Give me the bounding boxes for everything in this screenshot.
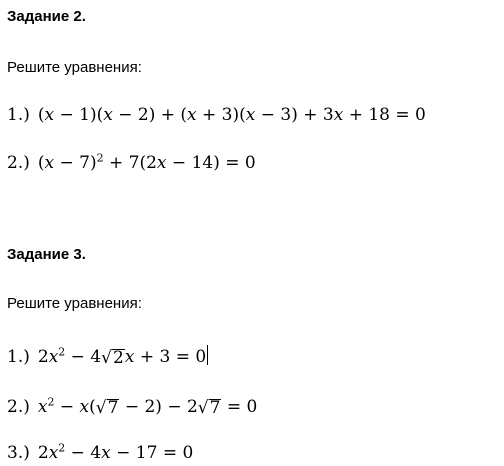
task-2-equation-1: [7, 104, 426, 126]
task-3-instruction: Решите уравнения:: [7, 295, 142, 312]
equation-text: $2x^2 - 4x - 17 = 0$: [37, 441, 194, 463]
task-3-heading: Задание 3.: [7, 246, 86, 263]
equation-number: 1.): [7, 105, 30, 125]
sqrt-symbol: √ 2: [101, 348, 124, 368]
text-cursor: [207, 345, 208, 365]
task-3-equation-3: [7, 442, 193, 464]
task-2-instruction: Решите уравнения:: [7, 59, 142, 76]
equation-number: 2.): [7, 153, 30, 173]
equation-text: $2x^2 - 4$ √ 2 x + 3 = 0: [37, 345, 207, 368]
equation-number: 3.): [7, 443, 30, 463]
equation-text: $(x - 7)^2 + 7(2x - 14) = 0$: [37, 151, 256, 173]
task-2-equation-2: [7, 152, 256, 174]
sqrt-symbol: √ 7: [197, 398, 221, 418]
task-3-equation-1: [7, 342, 208, 368]
equation-text: (x − 1)(x − 2) + (x + 3)(x − 3) + 3x + 18 = 0: [37, 105, 426, 125]
equation-text: $x^2 - x$( √ 7 − 2) − 2 √ 7 = 0: [37, 395, 258, 418]
equation-number: 1.): [7, 347, 30, 367]
sqrt-symbol: √ 7: [95, 398, 119, 418]
equation-number: 2.): [7, 397, 30, 417]
task-3-equation-2: [7, 396, 257, 418]
task-2-heading: Задание 2.: [7, 8, 86, 25]
